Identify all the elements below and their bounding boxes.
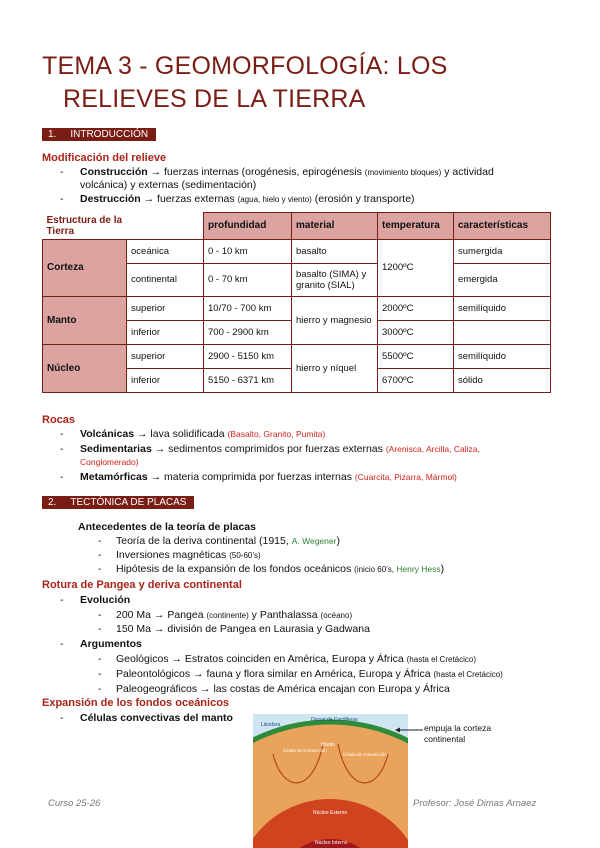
argumento-item: - Paleontológicos → fauna y flora similar en América, Europa y África (hasta el Cretácico) <box>98 668 503 680</box>
litosfera-label: Litosfera <box>261 722 281 728</box>
destruccion-item: - Destrucción → fuerzas externas (agua, hielo y viento) (erosión y transporte) <box>60 193 415 205</box>
section-header-tectonica: 2. TECTÓNICA DE PLACAS <box>42 496 194 509</box>
table-row: inferior 5150 - 6371 km 6700ºC sólido <box>43 368 551 392</box>
table-row: inferior 700 - 2900 km 3000ºC <box>43 320 551 344</box>
expansion-heading: Expansión de los fondos oceánicos <box>42 697 230 709</box>
title-line2: RELIEVES DE LA TIERRA <box>63 85 366 113</box>
arrow-icon <box>395 726 425 734</box>
evolucion-item: - 150 Ma → división de Pangea en Laurasia y Gadwana <box>98 623 370 635</box>
celula-label: Célula de Convección <box>343 752 387 757</box>
convection-diagram <box>253 714 408 848</box>
convection-diagram-svg <box>253 714 408 848</box>
manto-label: Manto <box>321 742 335 748</box>
nucleo-interno-label: Núcleo Interno <box>315 840 348 846</box>
antecedente-item: - Teoría de la deriva continental (1915, A. Wegener) <box>98 535 340 547</box>
argumento-item: - Geológicos → Estratos coinciden en América, Europa y África (hasta el Cretácico) <box>98 653 476 665</box>
antecedentes-heading: Antecedentes de la teoría de placas <box>78 521 256 533</box>
evolucion-heading: - Evolución <box>60 594 131 606</box>
table-header-row: Estructura de la Tierra profundidad material temperatura características <box>43 213 551 240</box>
footer-teacher: Profesor: José Dimas Arnaez <box>413 798 537 809</box>
nucleo-externo-label: Núcleo Externo <box>313 810 348 816</box>
title-line1: TEMA 3 - GEOMORFOLOGÍA: LOS <box>42 52 448 80</box>
celula-label: Célula de Convección <box>283 748 327 753</box>
page-title <box>42 50 447 116</box>
earth-structure-table <box>42 212 551 393</box>
argumentos-heading: - Argumentos <box>60 638 142 650</box>
footer-course: Curso 25-26 <box>48 798 101 809</box>
antecedente-item: - Inversiones magnéticas (50-60’s) <box>98 549 261 561</box>
roca-sedimentarias: - Sedimentarias → sedimentos comprimidos por fuerzas externas (Arenisca, Arcilla, Caliza, Conglomerado) <box>60 443 480 467</box>
rotura-heading: Rotura de Pangea y deriva continental <box>42 579 242 591</box>
modificacion-heading: Modificación del relieve <box>42 152 167 164</box>
evolucion-item: - 200 Ma → Pangea (continente) y Panthalassa (océano) <box>98 609 353 621</box>
argumento-item: - Paleogeográficos → las costas de América encajan con Europa y África <box>98 683 450 695</box>
antecedente-item: - Hipótesis de la expansión de los fondos oceánicos (inicio 60’s, Henry Hess) <box>98 563 445 575</box>
dorsal-label: Dorsal de Cordilleras <box>311 717 358 723</box>
section-header-intro: 1. INTRODUCCIÓN <box>42 128 156 141</box>
table-row: Corteza oceánica 0 - 10 km basalto 1200ºC sumergida <box>43 239 551 263</box>
table-row: Manto superior 10/70 - 700 km hierro y magnesio 2000ºC semilíquido <box>43 296 551 320</box>
table-row: continental 0 - 70 km basalto (SIMA) y granito (SIAL) emergida <box>43 263 551 296</box>
celulas-heading: - Células convectivas del manto <box>60 712 233 724</box>
roca-metamorficas: - Metamórficas → materia comprimida por fuerzas internas (Cuarcita, Pizarra, Mármol) <box>60 471 457 483</box>
empuja-label: empuja la corteza continental <box>424 723 492 744</box>
roca-volcanicas: - Volcánicas → lava solidificada (Basalto, Granito, Pumita) <box>60 428 326 440</box>
rocas-heading: Rocas <box>42 414 76 426</box>
construccion-item: - Construcción → fuerzas internas (orogénesis, epirogénesis (movimiento bloques) y actividad volcánica) y externas (sedimentación) <box>60 166 494 191</box>
table-row: Núcleo superior 2900 - 5150 km hierro y níquel 5500ºC semilíquido <box>43 344 551 368</box>
